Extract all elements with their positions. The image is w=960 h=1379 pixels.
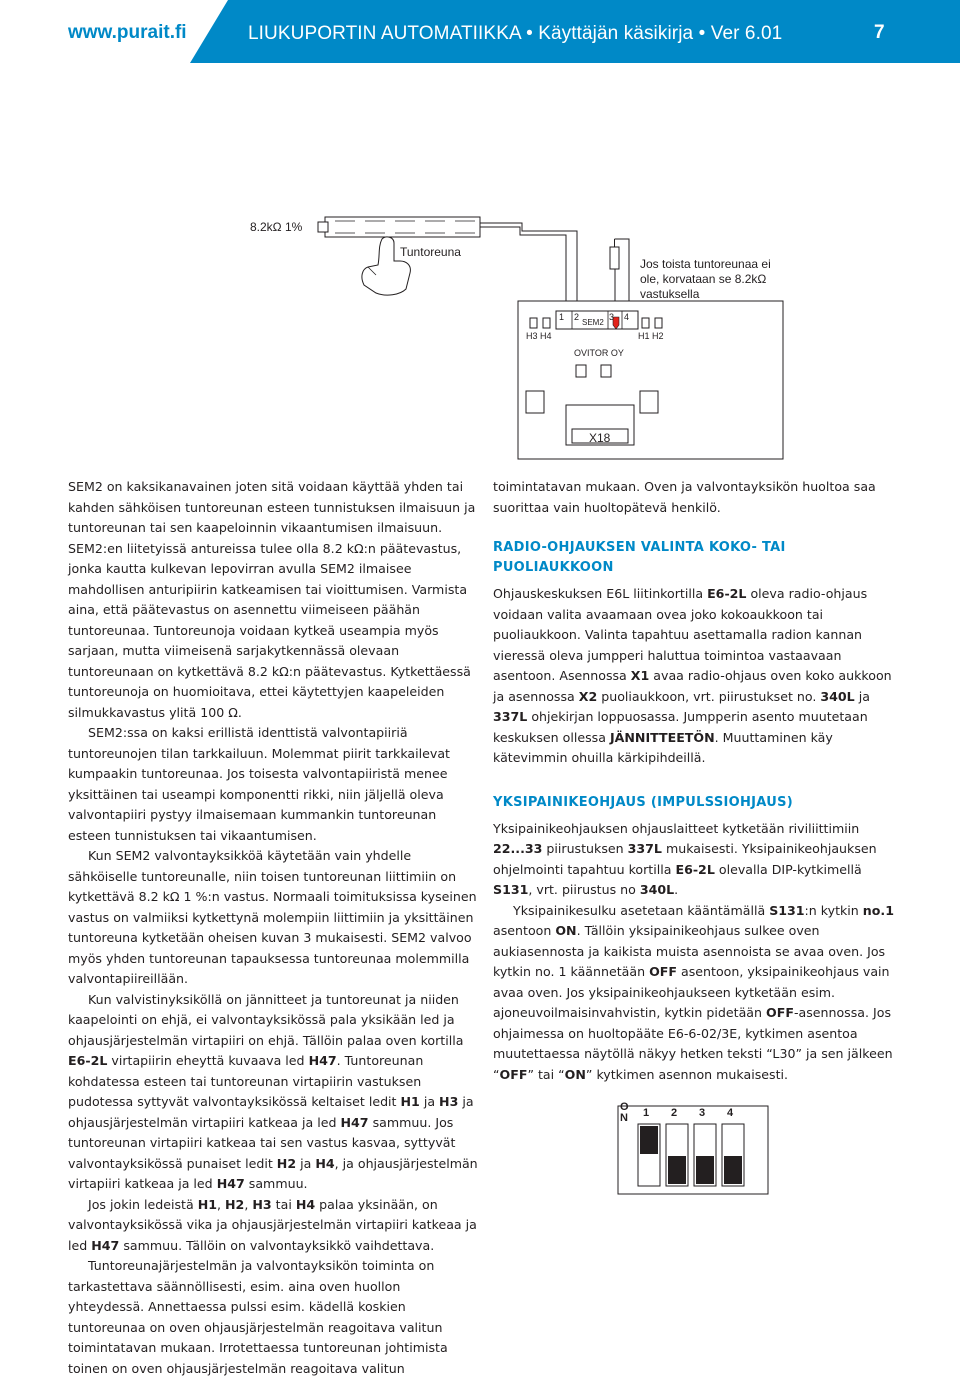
led-h3-label: H3: [526, 331, 538, 341]
right-text-column: [493, 477, 903, 1085]
note-line-3: vastuksella: [640, 287, 700, 301]
paragraph: Yksipainikeohjauksen ohjauslaitteet kytketään riviliittimiin 22...33 piirustuksen 337L mukaisesti. Yksipainikeohjauksen ohjelmointi tapahtuu kortilla E6-2L olevalla DIP-kytkimellä S131, vrt. piirustus no 340L.: [493, 820, 877, 897]
page-number: 7: [874, 22, 885, 43]
dip-switch-diagram: [618, 1100, 788, 1200]
paragraph: SEM2 on kaksikanavainen joten sitä voidaan käyttää yhden tai kahden sähköisen tuntoreunan esteen tunnistuksen ilmaisuun ja tuntoreunan tai sen kaapeloinnin vikaantumisen ilmaisuun. SEM2:en liitetyissä antureissa tulee olla 8.2 kΩ:n päätevastus, jonka kautta kulkevan lepovirran avulla SEM2 ilmaisee mahdollisen anturipiirin katkeamisen tai vioittumisen. Varmista aina, että päätevastus on asennettu viimeiseen päähän tuntoreunaa. Tuntoreunoja voidaan kytkeä useampia myös sarjaan, mutta viimeisenä sarjakytkennässä olevaan tuntoreunaan on kytkettävä 8.2 kΩ:n päätevastus. Kytkettäessä tuntoreunoja on huomioitava, ettei käytettyjen kaapeleiden silmukkavastus ylitä 100 Ω.: [68, 479, 476, 720]
note-line-1: Jos toista tuntoreunaa ei: [640, 257, 771, 271]
dip-number-4: 4: [727, 1107, 734, 1119]
wiring-diagram: [230, 195, 790, 465]
note-line-2: ole, korvataan se 8.2kΩ: [640, 272, 767, 286]
terminal-4-label: 4: [624, 312, 630, 322]
terminal-2-label: 2: [574, 312, 580, 322]
connector-x18-label: X18: [589, 431, 611, 445]
paragraph: Yksipainikesulku asetetaan kääntämällä S131:n kytkin no.1 asentoon ON. Tällöin yksipainikeohjaus sulkee oven aukiasennosta ja kaikista muista asennoista se avaa oven. Jos kytkin no. 1 käännetään OFF asentoon, yksipainikeohjaus vain avaa oven. Jos yksipainikeohjaukseen kytketään esim. ajoneuvoilmaisinvahvistin, kytkin pidetään OFF-asennossa. Jos ohjaimessa on huoltopääte E6-6-02/3E, kytkimen asentoa muutettaessa näytöllä näkyy hetken teksti “L30” ja sen jälkeen “OFF” tai “ON” kytkimen asennon mukaisesti.: [493, 902, 894, 1082]
paragraph: SEM2:ssa on kaksi erillistä identtistä valvontapiiriä tuntoreunojen tilan tarkkailuun. Molemmat piirit tarkkailevat kumpaakin tuntoreunaa. Jos toisesta valvontapiiristä menee yksittäinen tai useampi komponentti rikki, niin jäljellä oleva valvontapiiri pystyy ilmaisemaan kummankin tuntoreunan esteen tunnistuksen tai vikaantumisen.: [68, 725, 450, 843]
document-title: LIUKUPORTIN AUTOMATIIKKA • Käyttäjän käsikirja • Ver 6.01: [248, 23, 783, 44]
paragraph: Jos jokin ledeistä H1, H2, H3 tai H4 palaa yksinään, on valvontayksikössä vika ja ohjausjärjestelmän virtapiiri katkeaa ja led H47 sammuu. Tällöin on valvontayksikkö vaihdettava.: [68, 1196, 477, 1253]
page-header: [0, 0, 960, 63]
terminal-1-label: 1: [559, 312, 565, 322]
dip-number-2: 2: [671, 1107, 678, 1119]
dip-knob-4[interactable]: [724, 1156, 742, 1184]
section-heading-radio: RADIO-OHJAUKSEN VALINTA KOKO- TAI PUOLIAUKKOON: [493, 540, 786, 575]
left-text-column: [68, 477, 478, 1379]
section-heading-single-button: YKSIPAINIKEOHJAUS (IMPULSSIOHJAUS): [493, 794, 794, 810]
paragraph: Kun SEM2 valvontayksikköä käytetään vain yhdelle sähköiselle tuntoreunalle, niin toisen tuntoreunan liittimiin on kytkettävä 8.2 kΩ 1 %:n vastus. Normaali toimituksissa kyseinen vastus on valmiiksi kytkettynä molempiin liittimiin ja yksittäinen tuntoreuna kytketään oheisen kuvan 3 mukaisesti. SEM2 valvoo myös yhden tuntoreunan tapauksessa tuntoreunaa molemmilla valvontapiireillään.: [68, 848, 477, 986]
paragraph: Tuntoreunajärjestelmän ja valvontayksikön toiminta on tarkastettava säännöllisesti, esim. aina oven huollon yhteydessä. Annettaessa pulssi esim. kädellä koskien tuntoreunaa on oven ohjausjärjestelmän reagoitava valitun toimintatavan mukaan. Irrotettaessa tuntoreunan johtimista toinen on oven ohjausjärjestelmän reagoitava valitun: [68, 1258, 448, 1376]
wiring-diagram-drawing: [230, 195, 790, 465]
safety-edge-label: Tuntoreuna: [400, 245, 461, 259]
dip-number-1: 1: [643, 1107, 650, 1119]
dip-knob-1[interactable]: [640, 1126, 658, 1154]
resistor-label: 8.2kΩ 1%: [250, 220, 303, 234]
website-link[interactable]: www.purait.fi: [68, 22, 187, 43]
terminal-3-label: 3: [609, 312, 615, 322]
led-h2-label: H2: [652, 331, 664, 341]
manufacturer-label: OVITOR OY: [574, 348, 624, 358]
dip-on-label: O N: [620, 1101, 629, 1124]
dip-knob-3[interactable]: [696, 1156, 714, 1184]
sem2-label: SEM2: [582, 318, 604, 327]
dip-knob-2[interactable]: [668, 1156, 686, 1184]
paragraph: toimintatavan mukaan. Oven ja valvontayksikön huoltoa saa suorittaa vain huoltopätevä henkilö.: [493, 479, 876, 515]
dip-number-3: 3: [699, 1107, 706, 1119]
paragraph: Kun valvistinyksiköllä on jännitteet ja tuntoreunat ja niiden kaapelointi on ehjä, ei valvontayksikössä pala yksikään led ja ohjausjärjestelmän virtapiiri on ehjä. Tällöin palaa oven kortilla E6-2L virtapiirin eheyttä kuvaava led H47. Tuntoreunan kohdatessa esteen tai tuntoreunan virtapiirin vastuksen pudotessa syttyvät valvontayksikössä keltaiset ledit H1 ja H3 ja ohjausjärjestelmän virtapiiri katkeaa ja led H47 sammuu. Jos tuntoreunan virtapiiri katkeaa tai sen vastus kasvaa, syttyvät valvontayksikössä punaiset ledit H2 ja H4, ja ohjausjärjestelmän virtapiiri katkeaa ja led H47 sammuu.: [68, 991, 478, 1191]
led-h1-label: H1: [638, 331, 650, 341]
paragraph: Ohjauskeskuksen E6L liitinkortilla E6-2L oleva radio-ohjaus voidaan valita avaamaan ovea joko kokoaukkoon tai puoliaukkoon. Valinta tapahtuu asettamalla radion kannan vieressä oleva jumpperi haluttua toimintoa vastaavaan asentoon. Asennossa X1 avaa radio-ohjaus oven koko aukkoon ja asennossa X2 puoliaukkoon, vrt. piirustukset no. 340L ja 337L ohjekirjan loppuosassa. Jumpperin asento muutetaan keskuksen ollessa JÄNNITTEETÖN. Muuttaminen käy kätevimmin ohuilla kärkipihdeillä.: [493, 586, 892, 765]
led-h4-label: H4: [540, 331, 552, 341]
